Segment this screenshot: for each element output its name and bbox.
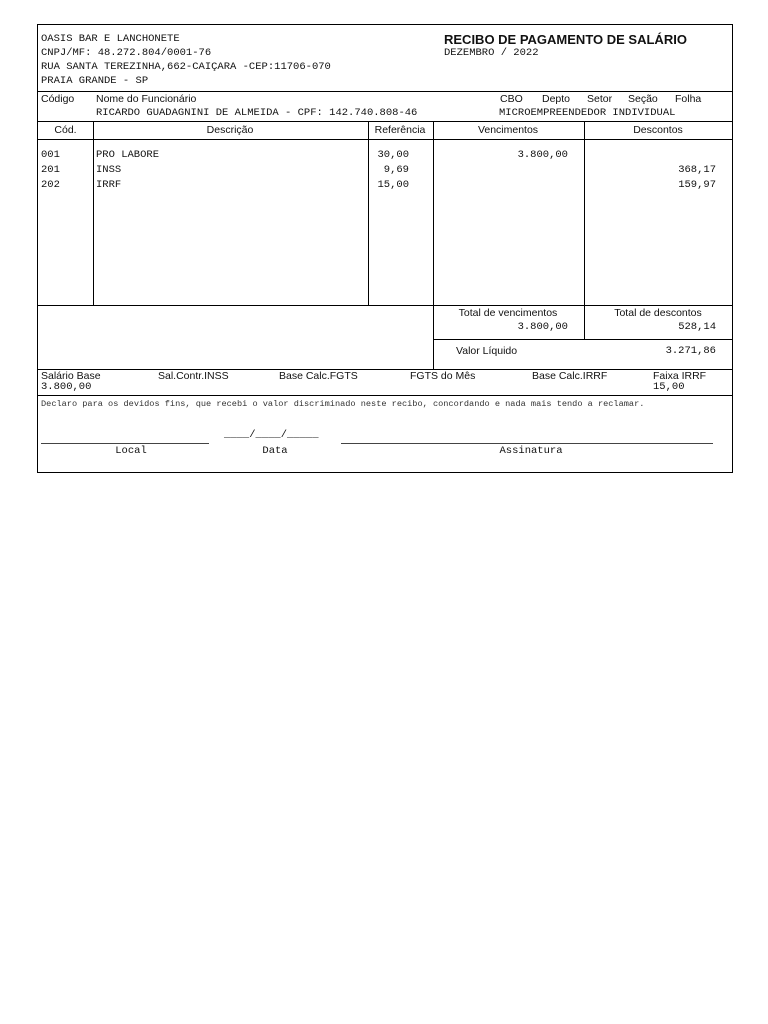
- divider: [38, 121, 732, 122]
- total-vencimentos-value: 3.800,00: [517, 321, 568, 333]
- faixa-irrf-label: Faixa IRRF: [653, 370, 707, 382]
- depto-label: Depto: [542, 93, 571, 105]
- local-label: Local: [115, 445, 147, 457]
- row-cod: 202: [41, 179, 60, 191]
- company-city: PRAIA GRANDE - SP: [41, 75, 149, 87]
- document-title: RECIBO DE PAGAMENTO DE SALÁRIO: [444, 32, 687, 47]
- valor-liquido-value: 3.271,86: [665, 345, 716, 357]
- base-fgts-label: Base Calc.FGTS: [279, 370, 358, 382]
- salary-receipt: [37, 24, 733, 473]
- local-line: [41, 443, 209, 444]
- divider: [433, 339, 732, 340]
- row-referencia: 9,69: [383, 164, 409, 176]
- row-vencimentos: 3.800,00: [517, 149, 568, 161]
- company-cnpj: CNPJ/MF: 48.272.804/0001-76: [41, 47, 212, 59]
- assinatura-label: Assinatura: [499, 445, 563, 457]
- divider: [38, 369, 732, 370]
- secao-label: Seção: [628, 93, 658, 105]
- document-period: DEZEMBRO / 2022: [444, 47, 539, 59]
- divider: [38, 139, 732, 140]
- divider: [38, 91, 732, 92]
- data-label: Data: [262, 445, 288, 457]
- row-referencia: 15,00: [377, 179, 409, 191]
- col-cod-header: Cód.: [54, 124, 77, 136]
- divider: [38, 395, 732, 396]
- total-vencimentos-label: Total de vencimentos: [458, 307, 558, 319]
- total-descontos-value: 528,14: [678, 321, 716, 333]
- col-referencia-header: Referência: [374, 124, 426, 136]
- row-descricao: INSS: [96, 164, 122, 176]
- declaration-text: Declaro para os devidos fins, que recebi o valor discriminado neste recibo, concordando e nada mais tendo a reclamar.: [41, 399, 645, 409]
- column-separator: [368, 121, 369, 305]
- fgts-mes-label: FGTS do Mês: [410, 370, 476, 382]
- valor-liquido-label: Valor Líquido: [456, 345, 518, 357]
- col-descontos-header: Descontos: [633, 124, 683, 136]
- company-name: OASIS BAR E LANCHONETE: [41, 33, 180, 45]
- employee-name: RICARDO GUADAGNINI DE ALMEIDA - CPF: 142.740.808-46: [96, 107, 418, 119]
- col-descricao-header: Descrição: [206, 124, 254, 136]
- setor-label: Setor: [587, 93, 613, 105]
- faixa-irrf-value: 15,00: [653, 381, 685, 393]
- column-separator: [93, 121, 94, 305]
- row-descricao: PRO LABORE: [96, 149, 160, 161]
- employee-role: MICROEMPREENDEDOR INDIVIDUAL: [499, 107, 676, 119]
- company-address: RUA SANTA TEREZINHA,662-CAIÇARA -CEP:11706-070: [41, 61, 331, 73]
- row-descricao: IRRF: [96, 179, 122, 191]
- salario-base-value: 3.800,00: [41, 381, 92, 393]
- folha-label: Folha: [675, 93, 702, 105]
- column-separator: [433, 121, 434, 369]
- row-descontos: 368,17: [678, 164, 716, 176]
- row-cod: 201: [41, 164, 60, 176]
- codigo-label: Código: [41, 93, 75, 105]
- salario-base-label: Salário Base: [41, 370, 101, 382]
- cbo-label: CBO: [500, 93, 523, 105]
- row-cod: 001: [41, 149, 60, 161]
- total-descontos-label: Total de descontos: [614, 307, 702, 319]
- nome-label: Nome do Funcionário: [96, 93, 197, 105]
- sal-contr-inss-label: Sal.Contr.INSS: [158, 370, 229, 382]
- signature-line: [341, 443, 713, 444]
- divider: [38, 305, 732, 306]
- col-vencimentos-header: Vencimentos: [477, 124, 539, 136]
- row-referencia: 30,00: [377, 149, 409, 161]
- base-irrf-label: Base Calc.IRRF: [532, 370, 608, 382]
- row-descontos: 159,97: [678, 179, 716, 191]
- date-slots: ____/____/_____: [224, 429, 319, 441]
